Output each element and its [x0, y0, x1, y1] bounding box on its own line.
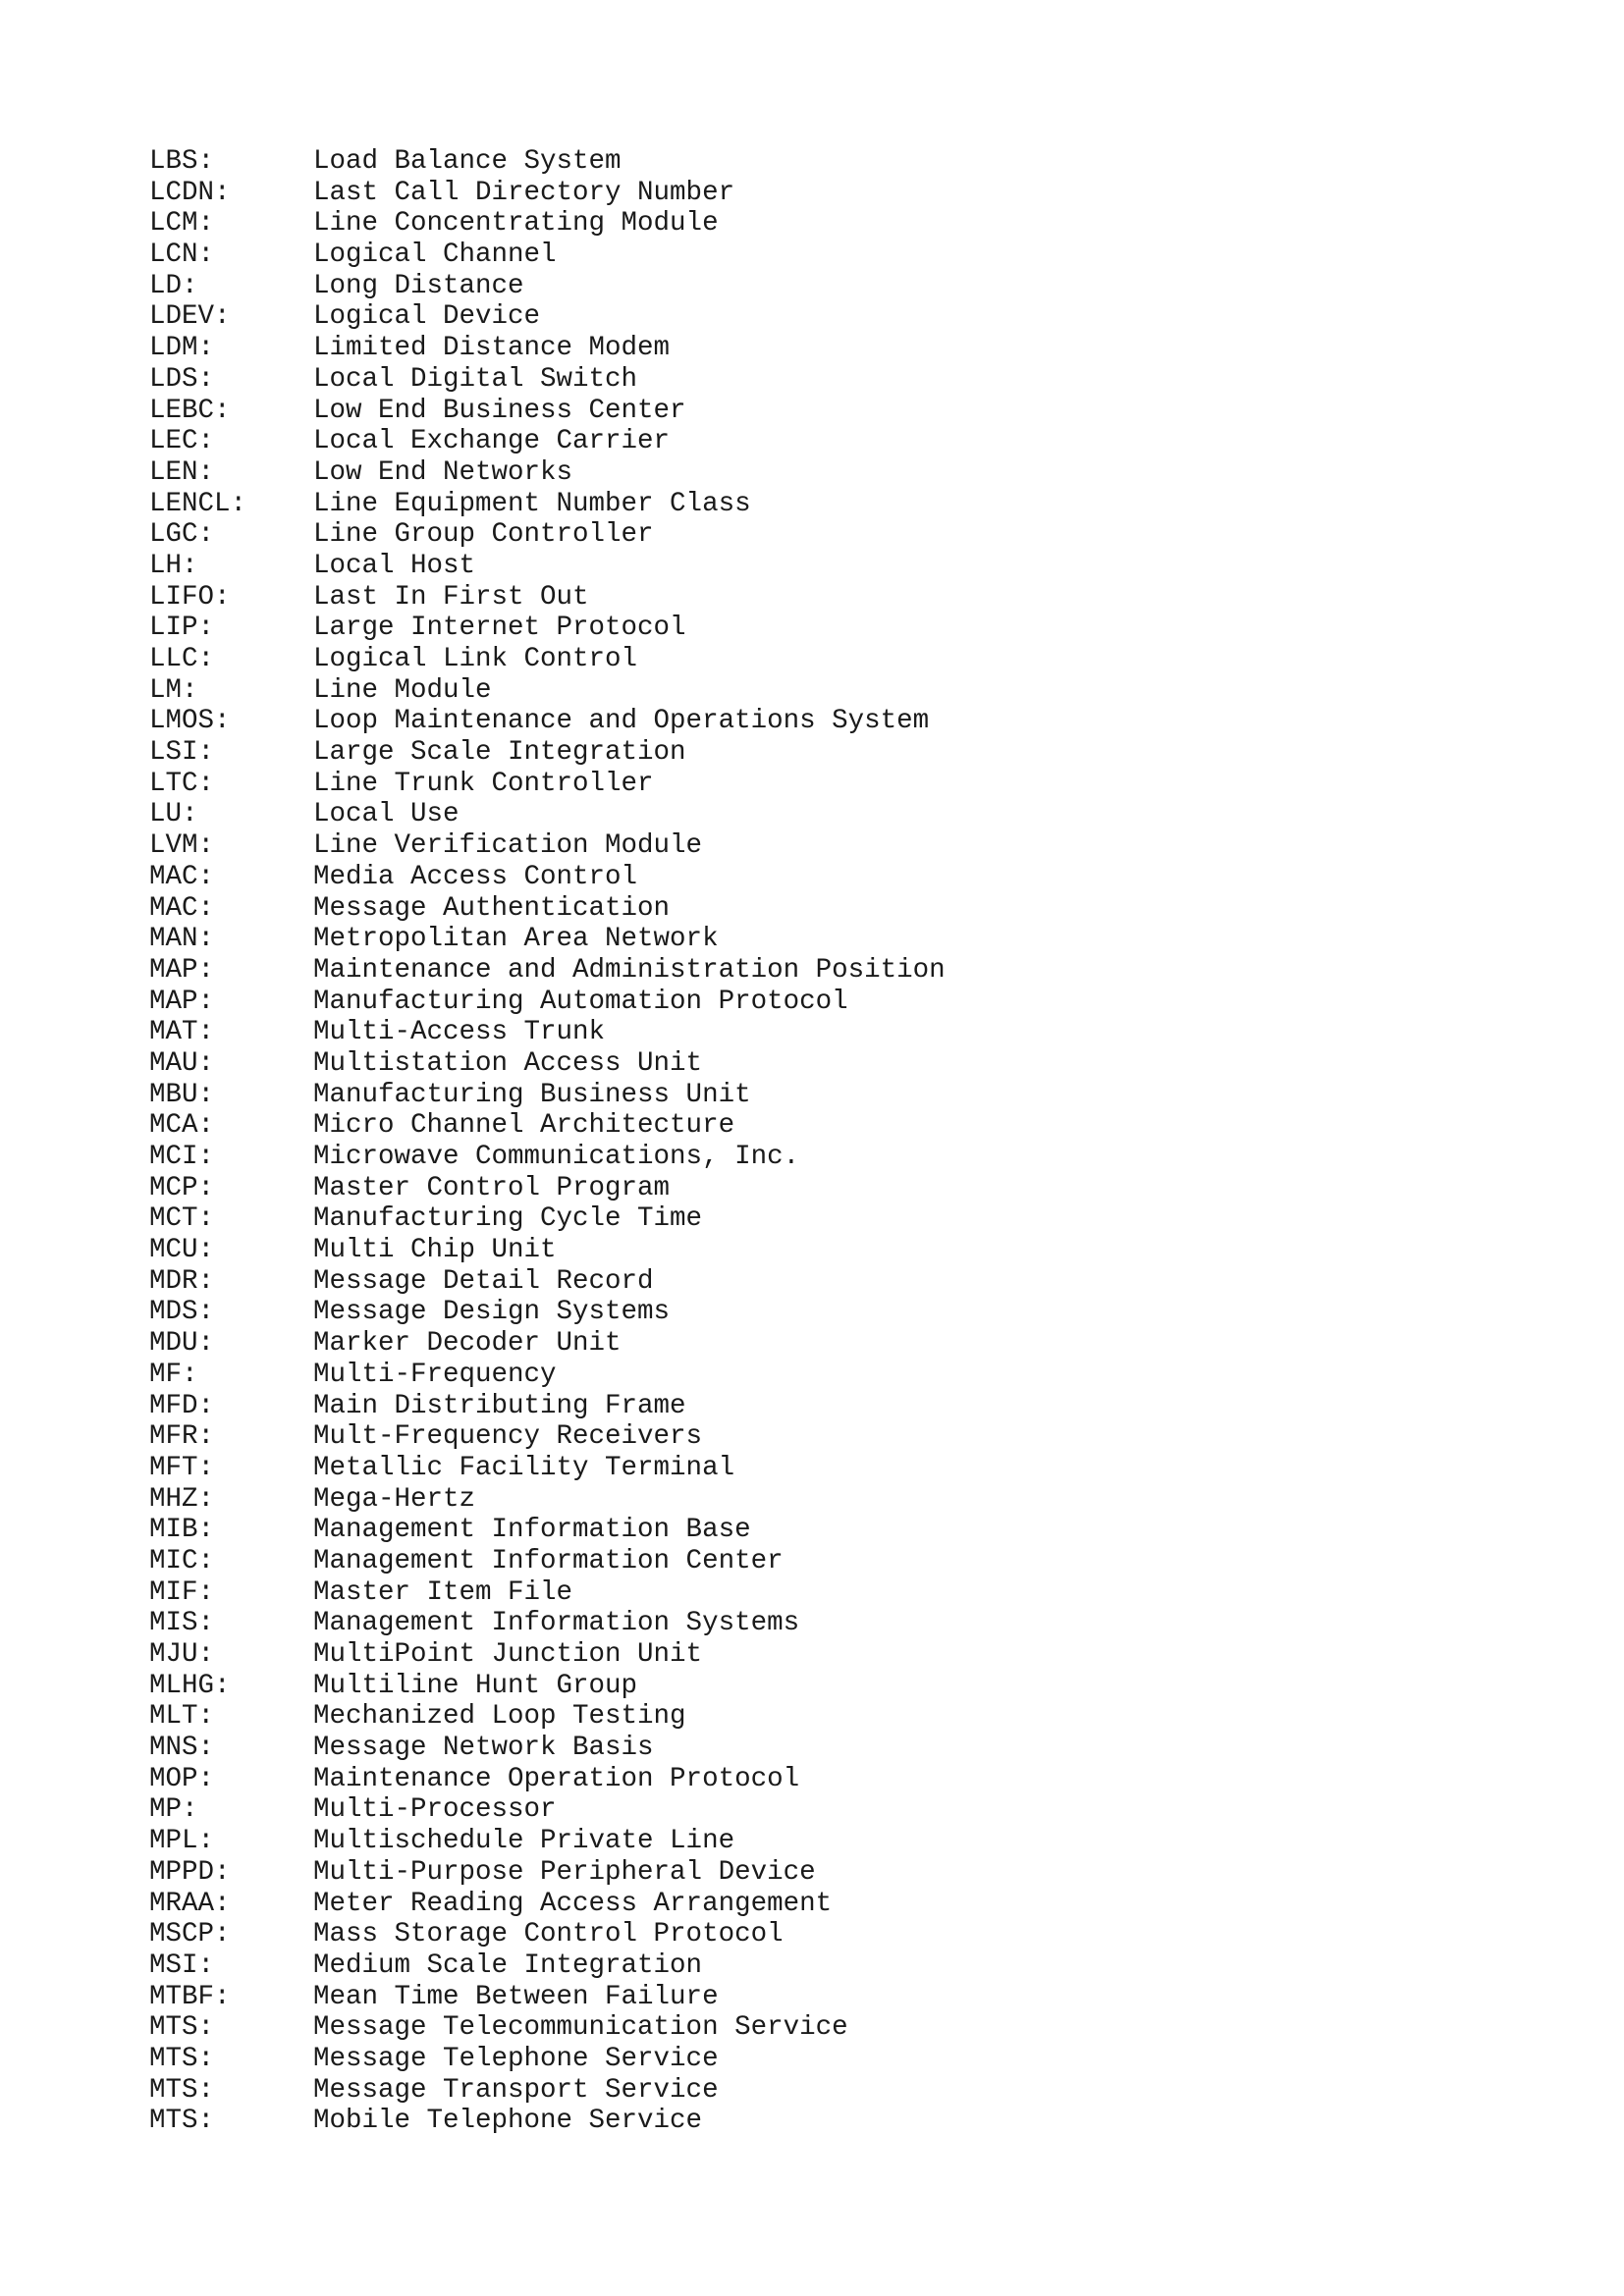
- glossary-entry: [149, 1733, 946, 1764]
- entry-expansion: Line Module: [313, 674, 492, 706]
- glossary-entry: [149, 1421, 946, 1453]
- entry-abbreviation: MFT:: [149, 1452, 215, 1483]
- glossary-entry: [149, 1857, 946, 1889]
- entry-expansion: Manufacturing Automation Protocol: [313, 986, 848, 1017]
- glossary-entry: [149, 1826, 946, 1857]
- entry-expansion: Limited Distance Modem: [313, 333, 671, 364]
- glossary-entry: [149, 1764, 946, 1795]
- entry-expansion: Multiline Hunt Group: [313, 1670, 638, 1701]
- entry-expansion: Meter Reading Access Arrangement: [313, 1888, 833, 1919]
- entry-expansion: Logical Link Control: [313, 644, 638, 674]
- glossary-entry: [149, 737, 946, 769]
- entry-abbreviation: MBU:: [149, 1079, 215, 1110]
- entry-expansion: Last In First Out: [313, 581, 589, 613]
- entry-expansion: Line Group Controller: [313, 519, 654, 551]
- entry-expansion: Multi Chip Unit: [313, 1235, 557, 1266]
- entry-abbreviation: MAP:: [149, 954, 215, 986]
- glossary-entry: [149, 1608, 946, 1639]
- entry-abbreviation: LSI:: [149, 737, 215, 769]
- glossary-entry: [149, 1982, 946, 2013]
- entry-expansion: MultiPoint Junction Unit: [313, 1639, 703, 1670]
- glossary-entry: [149, 1297, 946, 1328]
- entry-abbreviation: LIFO:: [149, 581, 231, 613]
- entry-expansion: Main Distributing Frame: [313, 1390, 686, 1421]
- glossary-entry: [149, 582, 946, 614]
- entry-expansion: Local Host: [313, 550, 476, 581]
- entry-expansion: Microwave Communications, Inc.: [313, 1142, 800, 1172]
- entry-expansion: Last Call Directory Number: [313, 177, 735, 208]
- entry-abbreviation: MTS:: [149, 2106, 215, 2137]
- entry-abbreviation: MP:: [149, 1794, 198, 1826]
- entry-abbreviation: MSI:: [149, 1949, 215, 1981]
- entry-expansion: Management Information Center: [313, 1545, 784, 1576]
- glossary-entry: [149, 1235, 946, 1266]
- entry-expansion: Line Concentrating Module: [313, 208, 719, 240]
- entry-abbreviation: MTS:: [149, 2043, 215, 2074]
- entry-expansion: Master Control Program: [313, 1172, 671, 1203]
- entry-expansion: Message Authentication: [313, 892, 671, 924]
- glossary-entry: [149, 830, 946, 862]
- entry-abbreviation: MAC:: [149, 892, 215, 924]
- entry-abbreviation: LMOS:: [149, 706, 231, 737]
- glossary-entry: [149, 1639, 946, 1671]
- glossary-entry: [149, 178, 946, 209]
- glossary-entry: [149, 1919, 946, 1950]
- entry-expansion: Maintenance Operation Protocol: [313, 1763, 800, 1794]
- entry-abbreviation: LCDN:: [149, 177, 231, 208]
- entry-abbreviation: MPL:: [149, 1826, 215, 1857]
- entry-expansion: Multischedule Private Line: [313, 1826, 735, 1857]
- entry-abbreviation: LEN:: [149, 456, 215, 488]
- entry-abbreviation: MPPD:: [149, 1856, 231, 1888]
- entry-expansion: Line Verification Module: [313, 830, 703, 862]
- glossary-entry: [149, 1173, 946, 1204]
- glossary-entry: [149, 1391, 946, 1422]
- entry-abbreviation: LVM:: [149, 830, 215, 862]
- glossary-entry: [149, 706, 946, 737]
- entry-expansion: Metallic Facility Terminal: [313, 1452, 735, 1483]
- entry-abbreviation: MLT:: [149, 1701, 215, 1733]
- entry-expansion: Mobile Telephone Service: [313, 2106, 703, 2137]
- entry-expansion: Management Information Systems: [313, 1608, 800, 1639]
- entry-expansion: Master Item File: [313, 1576, 573, 1608]
- entry-abbreviation: MDS:: [149, 1297, 215, 1328]
- entry-expansion: Mechanized Loop Testing: [313, 1701, 686, 1733]
- entry-abbreviation: MCI:: [149, 1142, 215, 1172]
- entry-abbreviation: LD:: [149, 270, 198, 301]
- entry-abbreviation: MCP:: [149, 1172, 215, 1203]
- glossary-entry: [149, 1017, 946, 1048]
- entry-abbreviation: LBS:: [149, 146, 215, 177]
- entry-abbreviation: LM:: [149, 674, 198, 706]
- entry-abbreviation: MNS:: [149, 1733, 215, 1764]
- entry-abbreviation: LTC:: [149, 768, 215, 799]
- glossary-entry: [149, 955, 946, 987]
- entry-expansion: Message Transport Service: [313, 2074, 719, 2106]
- entry-abbreviation: LGC:: [149, 519, 215, 551]
- entry-expansion: Local Use: [313, 799, 460, 830]
- glossary-entry: [149, 924, 946, 955]
- entry-expansion: Mean Time Between Failure: [313, 1981, 719, 2012]
- entry-expansion: Large Internet Protocol: [313, 613, 686, 644]
- entry-abbreviation: LDM:: [149, 333, 215, 364]
- glossary-entry: [149, 1080, 946, 1111]
- entry-expansion: Micro Channel Architecture: [313, 1110, 735, 1142]
- entry-abbreviation: MAP:: [149, 986, 215, 1017]
- glossary-entry: [149, 1203, 946, 1235]
- entry-abbreviation: LH:: [149, 550, 198, 581]
- entry-abbreviation: LENCL:: [149, 488, 247, 519]
- entry-expansion: Metropolitan Area Network: [313, 924, 719, 955]
- glossary-entry: [149, 799, 946, 830]
- entry-expansion: Mega-Hertz: [313, 1483, 476, 1515]
- entry-abbreviation: LLC:: [149, 644, 215, 674]
- entry-abbreviation: MIB:: [149, 1515, 215, 1546]
- entry-abbreviation: LU:: [149, 799, 198, 830]
- glossary-entry: [149, 1453, 946, 1484]
- glossary-entry: [149, 1266, 946, 1298]
- entry-abbreviation: LDS:: [149, 363, 215, 395]
- entry-abbreviation: MJU:: [149, 1639, 215, 1670]
- entry-expansion: Local Digital Switch: [313, 363, 638, 395]
- glossary-entry: [149, 2106, 946, 2137]
- entry-expansion: Line Equipment Number Class: [313, 488, 751, 519]
- glossary-entry: [149, 301, 946, 333]
- entry-expansion: Long Distance: [313, 270, 524, 301]
- entry-abbreviation: MCU:: [149, 1235, 215, 1266]
- entry-abbreviation: MIC:: [149, 1545, 215, 1576]
- glossary-entry: [149, 1889, 946, 1920]
- entry-abbreviation: MIS:: [149, 1608, 215, 1639]
- glossary-entry: [149, 1484, 946, 1516]
- entry-abbreviation: MRAA:: [149, 1888, 231, 1919]
- glossary-entry: [149, 1360, 946, 1391]
- glossary-entry: [149, 333, 946, 364]
- entry-expansion: Low End Business Center: [313, 395, 686, 426]
- glossary-entry: [149, 551, 946, 582]
- entry-abbreviation: LEBC:: [149, 395, 231, 426]
- glossary-entry: [149, 1546, 946, 1577]
- entry-abbreviation: MOP:: [149, 1763, 215, 1794]
- glossary-entry: [149, 146, 946, 178]
- entry-abbreviation: MFD:: [149, 1390, 215, 1421]
- entry-abbreviation: MIF:: [149, 1576, 215, 1608]
- entry-abbreviation: LIP:: [149, 613, 215, 644]
- entry-expansion: Media Access Control: [313, 861, 638, 892]
- glossary-entry: [149, 2044, 946, 2075]
- glossary-entry: [149, 1577, 946, 1609]
- entry-abbreviation: MCT:: [149, 1203, 215, 1235]
- glossary-entry: [149, 489, 946, 520]
- entry-expansion: Multi-Frequency: [313, 1359, 557, 1390]
- entry-expansion: Message Telecommunication Service: [313, 2012, 848, 2044]
- glossary-entry: [149, 364, 946, 396]
- glossary-entry: [149, 396, 946, 427]
- entry-abbreviation: MAC:: [149, 861, 215, 892]
- entry-abbreviation: LDEV:: [149, 301, 231, 333]
- glossary-entry: [149, 644, 946, 675]
- entry-abbreviation: MHZ:: [149, 1483, 215, 1515]
- glossary-entry: [149, 1950, 946, 1982]
- entry-expansion: Mult-Frequency Receivers: [313, 1421, 703, 1453]
- glossary-entry: [149, 1142, 946, 1173]
- entry-abbreviation: LCM:: [149, 208, 215, 240]
- glossary-entry: [149, 675, 946, 707]
- entry-expansion: Large Scale Integration: [313, 737, 686, 769]
- entry-expansion: Maintenance and Administration Position: [313, 954, 946, 986]
- glossary-entry: [149, 271, 946, 302]
- glossary-list: [149, 146, 946, 2137]
- entry-expansion: Multi-Purpose Peripheral Device: [313, 1856, 816, 1888]
- entry-expansion: Loop Maintenance and Operations System: [313, 706, 930, 737]
- glossary-entry: [149, 1701, 946, 1733]
- entry-expansion: Multi-Access Trunk: [313, 1017, 606, 1048]
- entry-expansion: Line Trunk Controller: [313, 768, 654, 799]
- glossary-entry: [149, 769, 946, 800]
- entry-abbreviation: LEC:: [149, 426, 215, 457]
- entry-abbreviation: MTBF:: [149, 1981, 231, 2012]
- glossary-entry: [149, 893, 946, 925]
- glossary-entry: [149, 1048, 946, 1080]
- entry-expansion: Local Exchange Carrier: [313, 426, 671, 457]
- glossary-entry: [149, 1794, 946, 1826]
- entry-abbreviation: MLHG:: [149, 1670, 231, 1701]
- entry-abbreviation: MF:: [149, 1359, 198, 1390]
- glossary-entry: [149, 2075, 946, 2107]
- glossary-entry: [149, 1671, 946, 1702]
- entry-expansion: Mass Storage Control Protocol: [313, 1919, 784, 1950]
- glossary-entry: [149, 1515, 946, 1546]
- entry-expansion: Manufacturing Cycle Time: [313, 1203, 703, 1235]
- entry-expansion: Message Telephone Service: [313, 2043, 719, 2074]
- glossary-entry: [149, 862, 946, 893]
- entry-abbreviation: MDR:: [149, 1265, 215, 1297]
- entry-abbreviation: LCN:: [149, 240, 215, 271]
- glossary-entry: [149, 1110, 946, 1142]
- entry-expansion: Multistation Access Unit: [313, 1047, 703, 1079]
- entry-expansion: Low End Networks: [313, 456, 573, 488]
- entry-abbreviation: MAN:: [149, 924, 215, 955]
- entry-expansion: Multi-Processor: [313, 1794, 557, 1826]
- entry-expansion: Load Balance System: [313, 146, 622, 177]
- glossary-entry: [149, 457, 946, 489]
- entry-abbreviation: MFR:: [149, 1421, 215, 1453]
- glossary-entry: [149, 426, 946, 457]
- entry-abbreviation: MCA:: [149, 1110, 215, 1142]
- entry-expansion: Management Information Base: [313, 1515, 751, 1546]
- glossary-entry: [149, 987, 946, 1018]
- entry-abbreviation: MDU:: [149, 1328, 215, 1360]
- entry-abbreviation: MTS:: [149, 2074, 215, 2106]
- entry-expansion: Medium Scale Integration: [313, 1949, 703, 1981]
- entry-expansion: Logical Device: [313, 301, 541, 333]
- entry-abbreviation: MTS:: [149, 2012, 215, 2044]
- glossary-entry: [149, 519, 946, 551]
- glossary-entry: [149, 1328, 946, 1360]
- entry-abbreviation: MSCP:: [149, 1919, 231, 1950]
- entry-abbreviation: MAT:: [149, 1017, 215, 1048]
- entry-expansion: Manufacturing Business Unit: [313, 1079, 751, 1110]
- glossary-entry: [149, 613, 946, 644]
- glossary-entry: [149, 2012, 946, 2044]
- entry-expansion: Message Detail Record: [313, 1265, 654, 1297]
- entry-abbreviation: MAU:: [149, 1047, 215, 1079]
- entry-expansion: Message Network Basis: [313, 1733, 654, 1764]
- entry-expansion: Message Design Systems: [313, 1297, 671, 1328]
- glossary-entry: [149, 240, 946, 271]
- entry-expansion: Logical Channel: [313, 240, 557, 271]
- entry-expansion: Marker Decoder Unit: [313, 1328, 622, 1360]
- glossary-entry: [149, 208, 946, 240]
